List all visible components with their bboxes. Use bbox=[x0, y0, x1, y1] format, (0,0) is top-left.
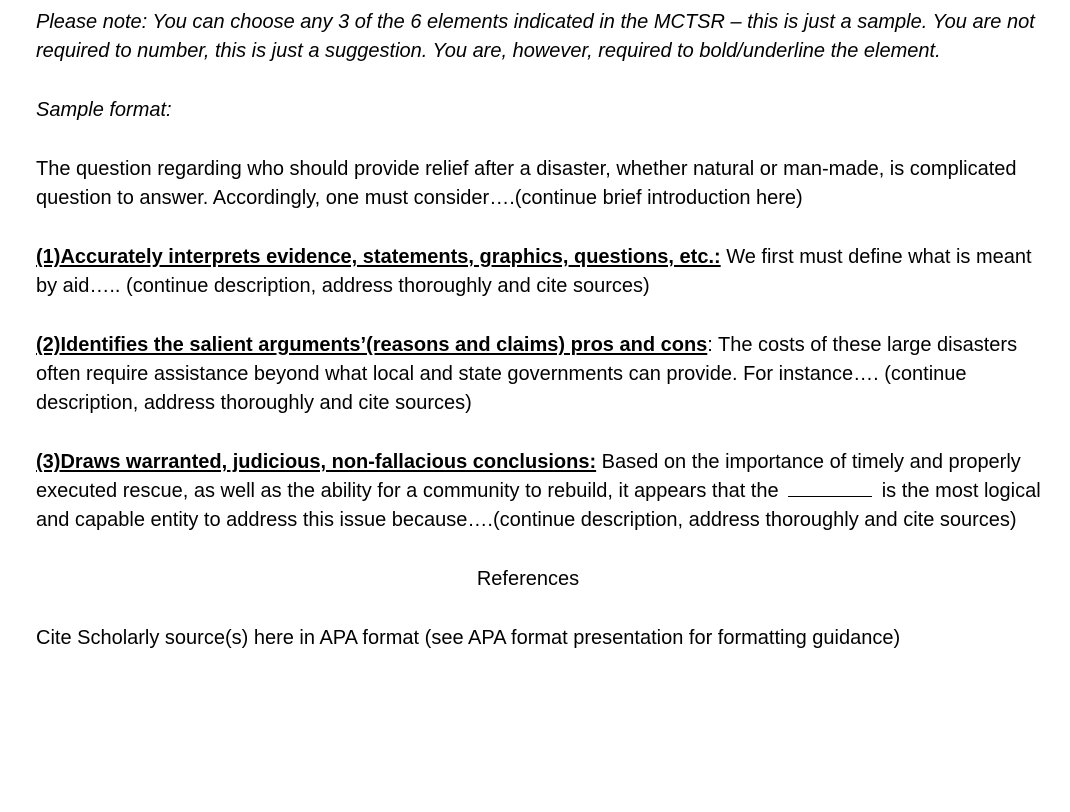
document-page bbox=[36, 8, 1046, 653]
element-body-3-start: Based on the importance of timely and properly executed rescue, as well as the ability for a community to rebuild, it appears that the bbox=[36, 451, 1021, 502]
element-heading-3: (3)Draws warranted, judicious, non-fallacious conclusions: bbox=[36, 451, 597, 473]
references-heading: References bbox=[476, 568, 580, 590]
element-body-3-end: is the most logical and capable entity to address this issue because….(continue description, address thoroughly and cite sources) bbox=[36, 480, 1041, 531]
element-paragraph-2 bbox=[36, 331, 1046, 418]
introduction-paragraph: The question regarding who should provide relief after a disaster, whether natural or man-made, is complicated question to answer. Accordingly, one must consider….(continue brief introduction here) bbox=[36, 158, 1017, 209]
element-paragraph-1 bbox=[36, 243, 1046, 301]
fill-in-blank bbox=[788, 478, 872, 497]
element-body-1: We first must define what is meant by aid….. (continue description, address thoroughly and cite sources) bbox=[36, 246, 1032, 297]
sample-format-label: Sample format: bbox=[36, 99, 172, 121]
citation-instruction: Cite Scholarly source(s) here in APA format (see APA format presentation for formatting guidance) bbox=[36, 627, 901, 649]
element-body-2: : The costs of these large disasters often require assistance beyond what local and state governments can provide. For instance…. (continue description, address thoroughly and cite sources) bbox=[36, 334, 1018, 414]
element-heading-2: (2)Identifies the salient arguments’(reasons and claims) pros and cons bbox=[36, 334, 708, 356]
element-paragraph-3 bbox=[36, 448, 1046, 535]
instruction-note: Please note: You can choose any 3 of the 6 elements indicated in the MCTSR – this is just a sample. You are not required to number, this is just a suggestion. You are, however, required to bold/underline the element. bbox=[36, 11, 1035, 62]
element-heading-1: (1)Accurately interprets evidence, statements, graphics, questions, etc.: bbox=[36, 246, 721, 268]
